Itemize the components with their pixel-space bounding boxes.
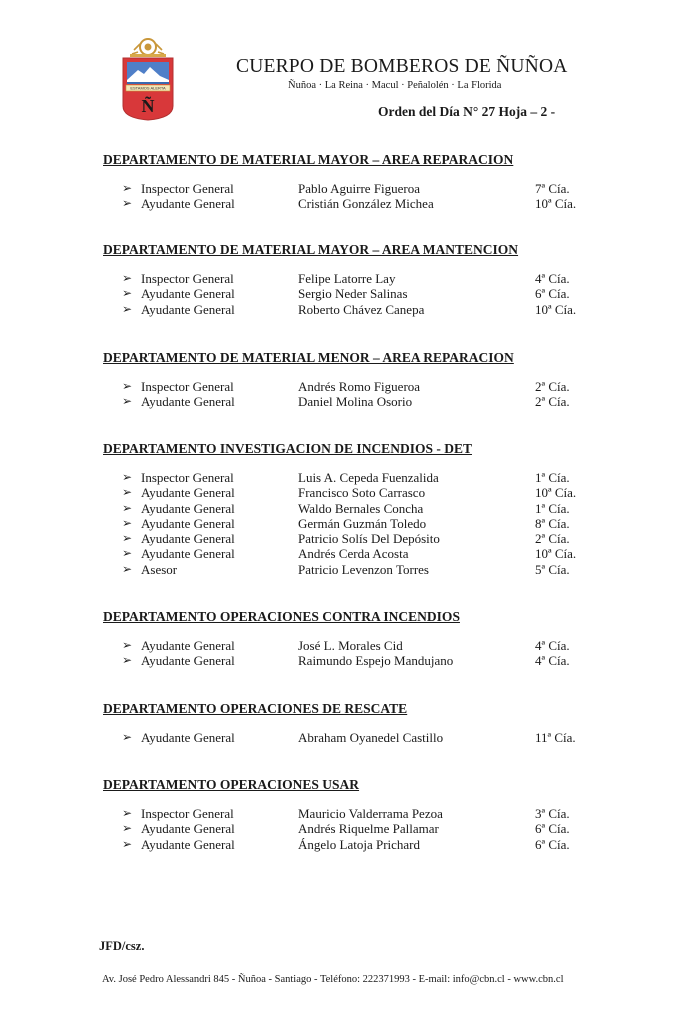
- assignment-row: [103, 181, 603, 196]
- person-name: Patricio Levenzon Torres: [298, 561, 429, 577]
- company-number: 10ª Cía.: [535, 485, 577, 501]
- arrow-bullet-icon: ➢: [122, 181, 133, 195]
- role-label: Inspector General: [141, 379, 234, 394]
- role-label: Inspector General: [141, 806, 234, 821]
- role-label: Ayudante General: [141, 515, 235, 531]
- company-number: 3ª Cía.: [535, 806, 570, 821]
- department-section: [103, 241, 603, 317]
- arrow-bullet-icon: ➢: [122, 546, 133, 561]
- crest-motto: ESTAMOS ALERTA: [130, 85, 166, 91]
- fire-department-crest-logo: [120, 36, 176, 122]
- person-name: Francisco Soto Carrasco: [298, 485, 426, 501]
- arrow-bullet-icon: ➢: [122, 730, 133, 744]
- company-number: 10ª Cía.: [535, 301, 577, 317]
- arrow-bullet-icon: ➢: [122, 271, 133, 285]
- role-label: Ayudante General: [141, 394, 235, 410]
- assignment-list: [103, 730, 603, 745]
- assignment-row: [103, 485, 603, 500]
- crest-letter: Ñ: [141, 96, 155, 116]
- assignment-list: [103, 181, 603, 212]
- person-name: Andrés Cerda Acosta: [298, 546, 409, 562]
- arrow-bullet-icon: ➢: [122, 470, 133, 484]
- assignment-row: [103, 638, 603, 653]
- arrow-bullet-icon: ➢: [122, 301, 133, 316]
- company-number: 2ª Cía.: [535, 531, 570, 547]
- assignment-row: [103, 302, 603, 317]
- section-title: DEPARTAMENTO DE MATERIAL MAYOR – AREA MANTENCION: [103, 242, 519, 257]
- role-label: Ayudante General: [141, 485, 235, 501]
- person-name: Abraham Oyanedel Castillo: [298, 730, 444, 745]
- company-number: 5ª Cía.: [535, 561, 570, 577]
- company-number: 4ª Cía.: [535, 638, 570, 653]
- arrow-bullet-icon: ➢: [122, 485, 133, 500]
- person-name: Andrés Riquelme Pallamar: [298, 821, 439, 837]
- assignment-row: [103, 653, 603, 668]
- assignment-row: [103, 562, 603, 577]
- section-title: DEPARTAMENTO DE MATERIAL MAYOR – AREA REPARACION: [103, 152, 514, 167]
- role-label: Ayudante General: [141, 196, 235, 212]
- role-label: Inspector General: [141, 470, 234, 485]
- assignment-row: [103, 379, 603, 394]
- person-name: Sergio Neder Salinas: [298, 286, 408, 302]
- role-label: Ayudante General: [141, 531, 235, 547]
- company-number: 1ª Cía.: [535, 470, 570, 485]
- person-name: Roberto Chávez Canepa: [298, 301, 425, 317]
- company-number: 7ª Cía.: [535, 181, 570, 196]
- role-label: Ayudante General: [141, 730, 235, 745]
- role-label: Ayudante General: [141, 546, 235, 562]
- arrow-bullet-icon: ➢: [122, 196, 133, 211]
- arrow-bullet-icon: ➢: [122, 394, 133, 409]
- section-title: DEPARTAMENTO INVESTIGACION DE INCENDIOS - DET: [103, 441, 472, 456]
- assignment-row: [103, 271, 603, 286]
- department-section: [103, 608, 603, 669]
- arrow-bullet-icon: ➢: [122, 638, 133, 652]
- section-title: DEPARTAMENTO OPERACIONES DE RESCATE: [103, 701, 408, 716]
- arrow-bullet-icon: ➢: [122, 500, 133, 515]
- role-label: Asesor: [141, 561, 178, 577]
- assignment-row: [103, 196, 603, 211]
- role-label: Ayudante General: [141, 286, 235, 302]
- department-section: [103, 776, 603, 852]
- arrow-bullet-icon: ➢: [122, 379, 133, 393]
- role-label: Inspector General: [141, 271, 234, 286]
- arrow-bullet-icon: ➢: [122, 531, 133, 546]
- assignment-list: [103, 806, 603, 852]
- assignment-list: [103, 470, 603, 577]
- role-label: Ayudante General: [141, 836, 235, 852]
- person-name: Andrés Romo Figueroa: [298, 379, 421, 394]
- department-section: [103, 700, 603, 745]
- department-section: [103, 440, 603, 577]
- arrow-bullet-icon: ➢: [122, 821, 133, 836]
- assignment-row: [103, 730, 603, 745]
- assignment-row: [103, 501, 603, 516]
- assignment-row: [103, 394, 603, 409]
- person-name: Patricio Solís Del Depósito: [298, 531, 440, 547]
- person-name: Pablo Aguirre Figueroa: [298, 181, 421, 196]
- role-label: Inspector General: [141, 181, 234, 196]
- role-label: Ayudante General: [141, 500, 235, 516]
- assignment-list: [103, 271, 603, 317]
- person-name: Luis A. Cepeda Fuenzalida: [298, 470, 439, 485]
- role-label: Ayudante General: [141, 821, 235, 837]
- section-title: DEPARTAMENTO OPERACIONES CONTRA INCENDIOS: [103, 609, 460, 624]
- person-name: José L. Morales Cid: [298, 638, 403, 653]
- role-label: Ayudante General: [141, 301, 235, 317]
- person-name: Mauricio Valderrama Pezoa: [298, 806, 443, 821]
- assignment-row: [103, 531, 603, 546]
- company-number: 4ª Cía.: [535, 271, 570, 286]
- company-number: 8ª Cía.: [535, 515, 570, 531]
- assignment-row: [103, 286, 603, 301]
- company-number: 10ª Cía.: [535, 196, 577, 212]
- department-section: [103, 349, 603, 410]
- role-label: Ayudante General: [141, 638, 235, 653]
- communes-line: Ñuñoa · La Reina · Macul · Peñalolén · La Florida: [288, 80, 502, 91]
- person-name: Daniel Molina Osorio: [298, 394, 413, 410]
- person-name: Waldo Bernales Concha: [298, 500, 424, 516]
- person-name: Germán Guzmán Toledo: [298, 515, 427, 531]
- company-number: 11ª Cía.: [535, 730, 576, 745]
- company-number: 6ª Cía.: [535, 286, 570, 302]
- person-name: Felipe Latorre Lay: [298, 271, 396, 286]
- footer-address: Av. José Pedro Alessandri 845 - Ñuñoa - Santiago - Teléfono: 222371993 - E-mail: info@cbn.cl - www.cbn.cl: [102, 974, 564, 985]
- company-number: 6ª Cía.: [535, 836, 570, 852]
- company-number: 10ª Cía.: [535, 546, 577, 562]
- company-number: 4ª Cía.: [535, 653, 570, 669]
- department-section: [103, 151, 603, 212]
- initials-signature: JFD/csz.: [99, 939, 145, 953]
- assignment-row: [103, 821, 603, 836]
- arrow-bullet-icon: ➢: [122, 561, 133, 576]
- assignment-row: [103, 837, 603, 852]
- assignment-row: [103, 470, 603, 485]
- person-name: Raimundo Espejo Mandujano: [298, 653, 454, 669]
- section-title: DEPARTAMENTO DE MATERIAL MENOR – AREA REPARACION: [103, 350, 514, 365]
- order-of-the-day-line: Orden del Día N° 27 Hoja – 2 -: [378, 104, 556, 119]
- company-number: 2ª Cía.: [535, 379, 570, 394]
- section-title: DEPARTAMENTO OPERACIONES USAR: [103, 777, 360, 792]
- role-label: Ayudante General: [141, 653, 235, 669]
- assignment-row: [103, 546, 603, 561]
- company-number: 6ª Cía.: [535, 821, 570, 837]
- arrow-bullet-icon: ➢: [122, 836, 133, 851]
- assignment-row: [103, 516, 603, 531]
- assignment-list: [103, 638, 603, 669]
- assignment-list: [103, 379, 603, 410]
- arrow-bullet-icon: ➢: [122, 806, 133, 820]
- assignment-row: [103, 806, 603, 821]
- person-name: Ángelo Latoja Prichard: [298, 836, 421, 852]
- arrow-bullet-icon: ➢: [122, 286, 133, 301]
- arrow-bullet-icon: ➢: [122, 653, 133, 668]
- company-number: 1ª Cía.: [535, 500, 570, 516]
- person-name: Cristián González Michea: [298, 196, 434, 212]
- company-number: 2ª Cía.: [535, 394, 570, 410]
- organization-name: CUERPO DE BOMBEROS DE ÑUÑOA: [236, 56, 568, 77]
- arrow-bullet-icon: ➢: [122, 515, 133, 530]
